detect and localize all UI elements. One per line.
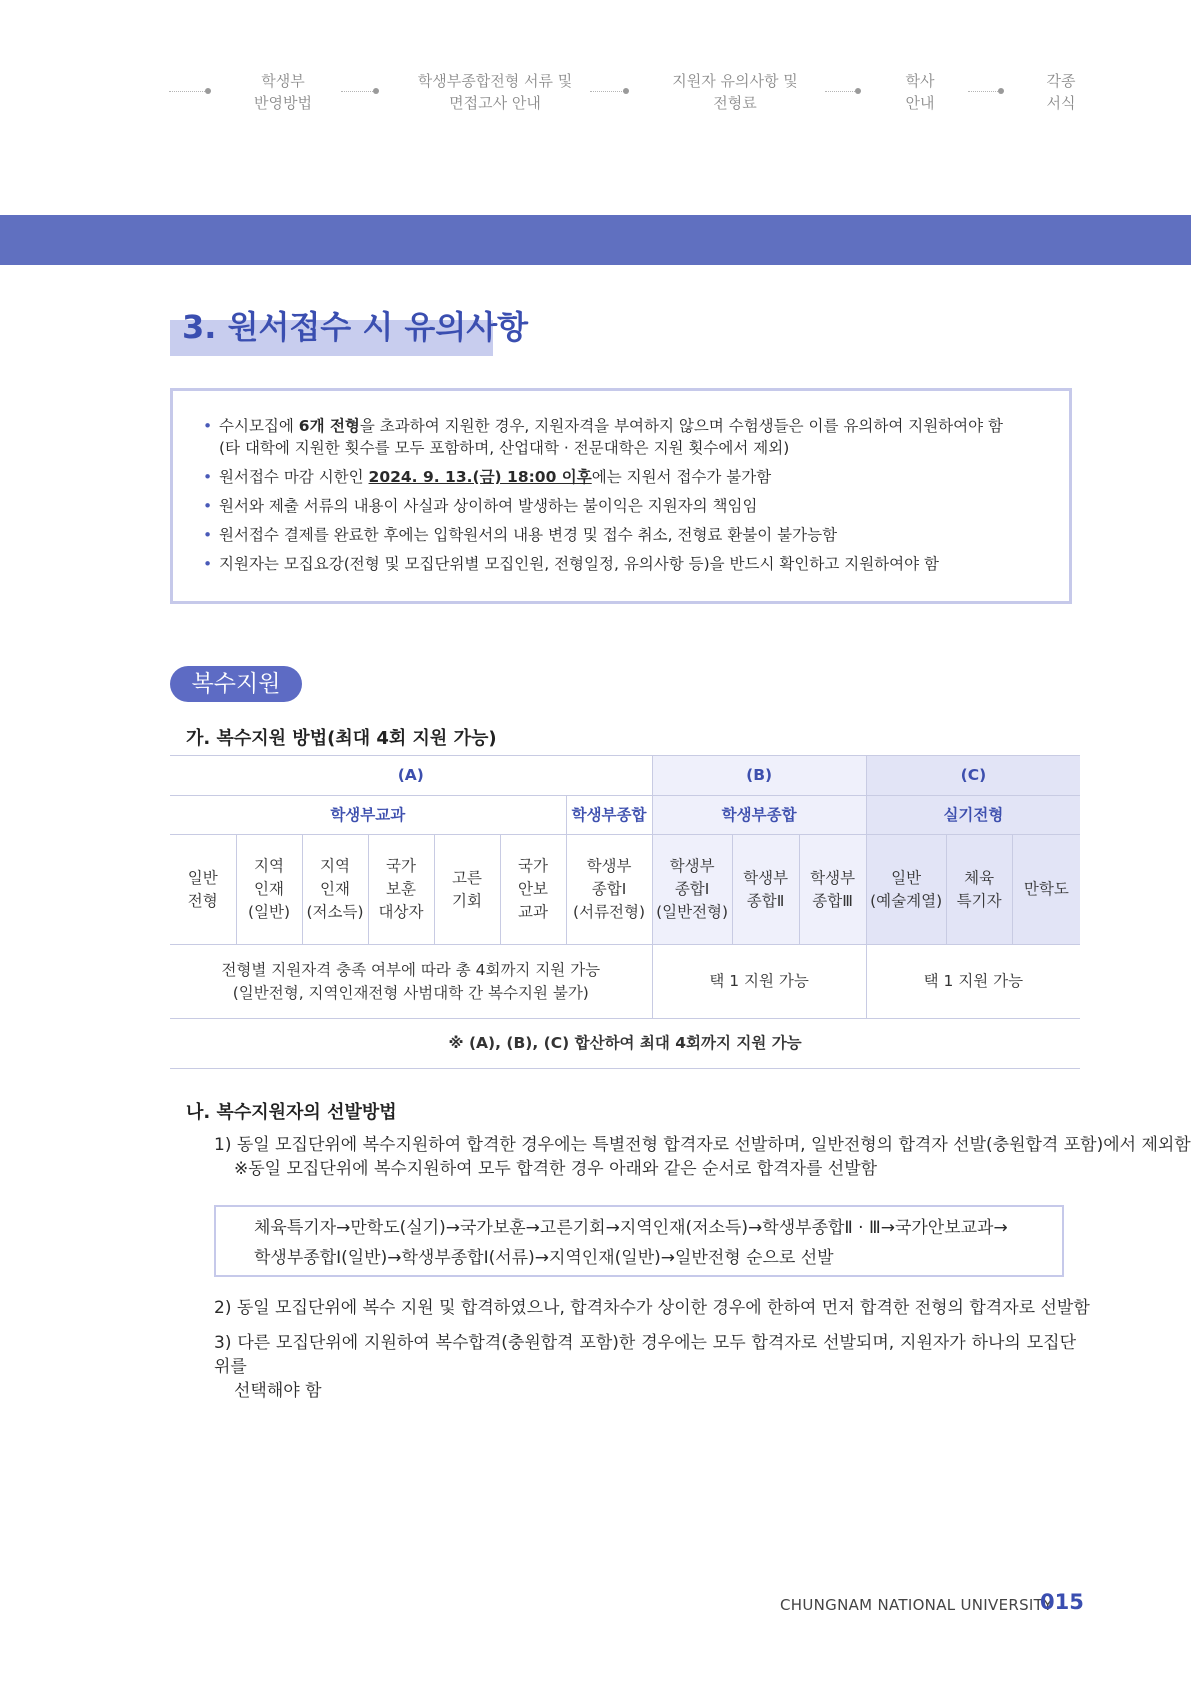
- selection-rule-3: [214, 1331, 1076, 1403]
- nav-item-line: 학사: [905, 72, 935, 90]
- notice-text: 원서와 제출 서류의 내용이 사실과 상이하여 발생하는 불이익은 지원자의 책임임: [219, 497, 758, 515]
- top-navigation: [165, 70, 1075, 120]
- rule-text: 3) 다른 모집단위에 지원하여 복수합격(충원합격 포함)한 경우에는 모두 합격자로 선발되며, 지원자가 하나의 모집단위를: [214, 1333, 1076, 1377]
- notice-box: [170, 388, 1072, 604]
- rule-cell-c: 택 1 지원 가능: [866, 945, 1080, 1019]
- group-b-header: (B): [652, 756, 866, 796]
- cell-line: 학생부: [810, 868, 856, 887]
- cell-line: 전형: [187, 891, 218, 910]
- cell-line: (서류전형): [573, 903, 646, 921]
- cell-line: 교과: [518, 903, 548, 921]
- column-header: [1012, 835, 1080, 945]
- nav-item-line: 서식: [1046, 94, 1076, 112]
- cell-line: 종합I: [591, 880, 627, 898]
- column-header: [799, 835, 866, 945]
- order-line: 체육특기자→만학도(실기)→국가보훈→고른기회→지역인재(저소득)→학생부종합Ⅱ · Ⅲ→국가안보교과→: [254, 1218, 1008, 1238]
- multiple-application-table: [170, 755, 1080, 1069]
- nav-connector: [169, 91, 209, 92]
- nav-dot: [855, 88, 861, 94]
- column-header: [236, 835, 302, 945]
- notice-text: 지원자는 모집요강(전형 및 모집단위별 모집인원, 전형일정, 유의사항 등)을 반드시 확인하고 지원하여야 함: [219, 555, 939, 573]
- nav-item-comprehensive-interview[interactable]: [405, 70, 585, 114]
- nav-dot: [998, 88, 1004, 94]
- nav-item-academic[interactable]: [890, 70, 950, 114]
- rule-text: 1) 동일 모집단위에 복수지원하여 합격한 경우에는 특별전형 합격자로 선발하며, 일반전형의 합격자 선발(충원합격 포함)에서 제외함: [214, 1135, 1191, 1155]
- notice-text: 원서접수 결제를 완료한 후에는 입학원서의 내용 변경 및 접수 취소, 전형료 환불이 불가능함: [219, 526, 838, 544]
- subgroup-header: 실기전형: [866, 796, 1080, 835]
- notice-text: 을 초과하여 지원한 경우, 지원자격을 부여하지 않으며 수험생들은 이를 유의하여 지원하여야 함: [359, 417, 1003, 435]
- cell-line: 종합Ⅱ: [746, 891, 785, 910]
- notice-text: 에는 지원서 접수가 불가함: [591, 468, 772, 486]
- column-header: [302, 835, 368, 945]
- table-row: [170, 835, 1080, 945]
- nav-connector: [825, 91, 857, 92]
- bullet-icon: •: [203, 497, 213, 515]
- cell-line: 일반: [891, 868, 922, 887]
- column-header: [866, 835, 946, 945]
- cell-line: 지역: [320, 857, 350, 875]
- cell-line: (일반전형, 지역인재전형 사범대학 간 복수지원 불가): [232, 983, 589, 1002]
- cell-line: 학생부: [669, 857, 715, 875]
- cell-line: 일반: [187, 868, 218, 887]
- nav-item-line: 학생부: [261, 72, 305, 90]
- group-c-header: (C): [866, 756, 1080, 796]
- notice-list: [173, 391, 1069, 575]
- column-header: [652, 835, 732, 945]
- order-line: 학생부종합Ⅰ(일반)→학생부종합Ⅰ(서류)→지역인재(일반)→일반전형 순으로 선발: [254, 1248, 834, 1268]
- cell-line: 특기자: [956, 891, 1002, 910]
- nav-connector: [968, 91, 1000, 92]
- cell-line: (저소득): [306, 903, 364, 921]
- notice-item: [201, 553, 1069, 575]
- subgroup-header: 학생부종합: [652, 796, 866, 835]
- rule-cell-a: [170, 945, 652, 1019]
- bullet-icon: •: [203, 555, 213, 573]
- notice-text: 수시모집에: [219, 417, 299, 435]
- nav-dot: [623, 88, 629, 94]
- subheading-selection: 나. 복수지원자의 선발방법: [186, 1102, 397, 1123]
- nav-item-line: 전형료: [713, 94, 757, 112]
- page-number: 015: [1040, 1590, 1084, 1614]
- notice-emphasis: 6개 전형: [298, 417, 360, 435]
- cell-line: 인재: [254, 880, 284, 898]
- selection-rule-1: [214, 1133, 1191, 1181]
- nav-item-line: 안내: [905, 94, 935, 112]
- selection-order-box: [214, 1205, 1064, 1277]
- table-row: [170, 756, 1080, 796]
- column-header: [732, 835, 799, 945]
- cell-line: 체육: [964, 868, 995, 887]
- cell-line: (일반전형): [656, 903, 729, 921]
- nav-item-line: 학생부종합전형 서류 및: [417, 72, 573, 90]
- footer-university: CHUNGNAM NATIONAL UNIVERSITY: [780, 1596, 1053, 1614]
- cell-line: 지역: [254, 857, 284, 875]
- cell-line: 대상자: [378, 903, 424, 921]
- notice-subtext: (타 대학에 지원한 횟수를 모두 포함하며, 산업대학 · 전문대학은 지원 횟수에서 제외): [219, 439, 790, 457]
- selection-rule-2: 2) 동일 모집단위에 복수 지원 및 합격하였으나, 합격차수가 상이한 경우에 한하여 먼저 합격한 전형의 합격자로 선발함: [214, 1298, 1090, 1318]
- nav-dot: [205, 88, 211, 94]
- notice-item: [201, 466, 1069, 488]
- cell-line: 학생부: [586, 857, 632, 875]
- cell-line: 안보: [518, 880, 548, 898]
- nav-connector: [341, 91, 377, 92]
- nav-connector: [590, 91, 626, 92]
- cell-line: (예술계열): [870, 891, 943, 910]
- cell-line: 국가: [386, 857, 416, 875]
- cell-line: 보훈: [386, 880, 416, 898]
- subgroup-header: 학생부교과: [170, 796, 566, 835]
- notice-text: 원서접수 마감 시한인: [219, 468, 369, 486]
- table-row: [170, 1019, 1080, 1069]
- nav-item-student-record[interactable]: [233, 70, 333, 114]
- column-header: [500, 835, 566, 945]
- section-title-text: 3. 원서접수 시 유의사항: [182, 308, 529, 346]
- cell-line: 기회: [452, 891, 482, 910]
- cell-line: 종합Ⅲ: [812, 891, 853, 910]
- rule-cell-b: 택 1 지원 가능: [652, 945, 866, 1019]
- group-a-header: (A): [170, 756, 652, 796]
- notice-item: [201, 415, 1069, 459]
- bullet-icon: •: [203, 468, 213, 486]
- cell-line: (일반): [247, 903, 291, 921]
- cell-line: 인재: [320, 880, 350, 898]
- column-header: [566, 835, 652, 945]
- multiple-application-badge: 복수지원: [170, 666, 302, 702]
- rule-text: 선택해야 함: [234, 1381, 322, 1401]
- cell-line: 고른: [452, 868, 482, 887]
- nav-item-line: 반영방법: [254, 94, 312, 112]
- notice-item: [201, 495, 1069, 517]
- nav-item-forms[interactable]: [1031, 70, 1091, 114]
- column-header: [368, 835, 434, 945]
- nav-item-line: 각종: [1046, 72, 1076, 90]
- subheading-method: 가. 복수지원 방법(최대 4회 지원 가능): [186, 728, 497, 749]
- column-header: [946, 835, 1012, 945]
- cell-line: 학생부: [743, 868, 789, 887]
- nav-dot: [373, 88, 379, 94]
- total-note: ※ (A), (B), (C) 합산하여 최대 4회까지 지원 가능: [170, 1019, 1080, 1069]
- notice-item: [201, 524, 1069, 546]
- bullet-icon: •: [203, 526, 213, 544]
- cell-line: 만학도: [1023, 880, 1069, 898]
- section-title: [170, 306, 528, 348]
- rule-note: ※동일 모집단위에 복수지원하여 모두 합격한 경우 아래와 같은 순서로 합격자를 선발함: [234, 1159, 878, 1179]
- column-header: [434, 835, 500, 945]
- table-row: [170, 796, 1080, 835]
- column-header: [170, 835, 236, 945]
- cell-line: 전형별 지원자격 충족 여부에 따라 총 4회까지 지원 가능: [221, 960, 601, 979]
- nav-item-line: 지원자 유의사항 및: [672, 72, 798, 90]
- cell-line: 종합Ⅰ: [674, 880, 710, 898]
- nav-item-applicant-notes[interactable]: [660, 70, 810, 114]
- subgroup-header: 학생부종합: [566, 796, 652, 835]
- nav-item-line: 면접고사 안내: [449, 94, 541, 112]
- bullet-icon: •: [203, 417, 213, 435]
- table-row: [170, 945, 1080, 1019]
- notice-deadline: 2024. 9. 13.(금) 18:00 이후: [368, 468, 592, 486]
- cell-line: 국가: [518, 857, 548, 875]
- header-band: [0, 215, 1191, 265]
